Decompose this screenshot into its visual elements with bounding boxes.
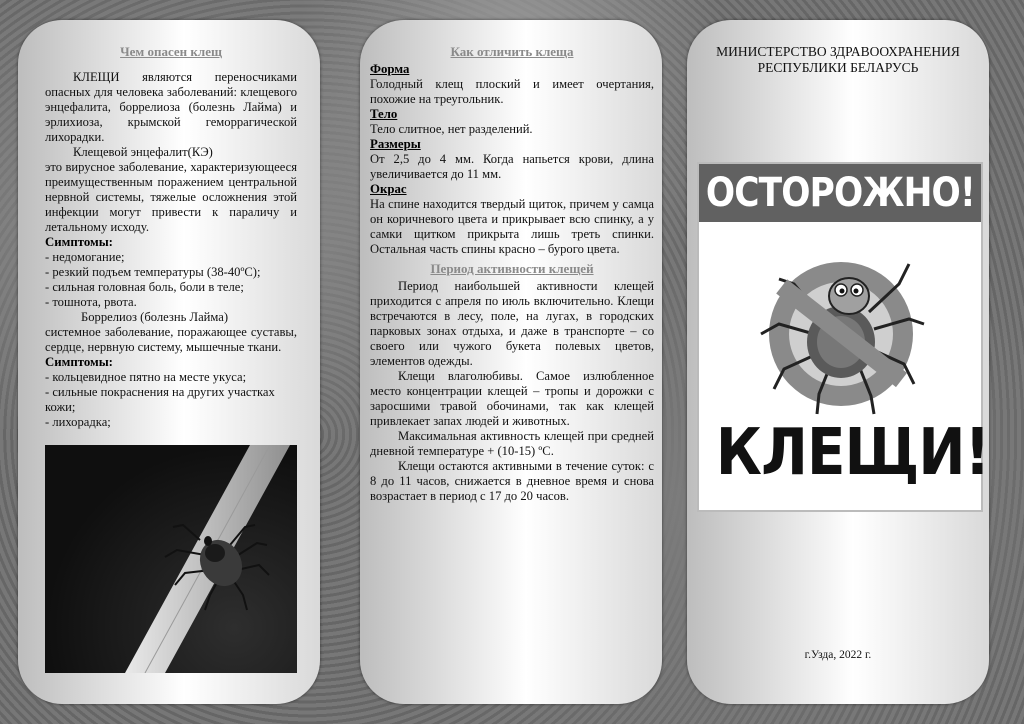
symptom-item: - сильная головная боль, боли в теле; xyxy=(45,280,244,294)
symptom-item: - резкий подъем температуры (38-40ºС); xyxy=(45,265,261,279)
period-title: Период активности клещей xyxy=(430,261,594,276)
symptoms2-title: Симптомы: xyxy=(45,355,113,369)
panel-danger xyxy=(18,20,320,704)
symptom-item: - кольцевидное пятно на месте укуса; xyxy=(45,370,247,384)
forma-text: Голодный клещ плоский и имеет очертания, похожие на треугольник. xyxy=(370,77,654,106)
warning-band xyxy=(699,164,981,222)
warning-poster xyxy=(697,162,989,512)
symptom-item: - недомогание; xyxy=(45,250,125,264)
symptom-item: - сильные покраснения на других участках кожи; xyxy=(45,385,275,414)
okras-text: На спине находится твердый щиток, причем у самца он коричневого цвета и прикрывает всю спинку, а у самки щитком прикрыта лишь треть спинки. Остальная часть спины красно – бурого цвета. xyxy=(370,197,654,256)
symptoms1-title: Симптомы: xyxy=(45,235,113,249)
ministry-title: МИНИСТЕРСТВО ЗДРАВООХРАНЕНИЯ РЕСПУБЛИКИ БЕЛАРУСЬ xyxy=(716,44,960,75)
warning-top-text: ОСТОРОЖНО! xyxy=(705,170,975,216)
period-p2: Клещи влаголюбивы. Самое излюбленное место концентрации клещей – тропы и дорожки с заросшими травой обочинами, так как клещей привлекает запах людей и животных. xyxy=(370,369,654,428)
razm-text: От 2,5 до 4 мм. Когда напьется крови, длина увеличивается до 11 мм. xyxy=(370,152,654,181)
period-p1: Период наибольшей активности клещей приходится с апреля по июль включительно. Клещи встречаются в лесу, поле, на лугах, в городских парковых зонах отдыха, и даже в транспорте – со своего или чужого букета полевых цветов, элементов одежды. xyxy=(370,279,654,368)
tick-on-grass-icon xyxy=(45,445,297,673)
intro-paragraph: КЛЕЩИ являются переносчиками опасных для человека заболеваний: клещевого энцефалита, боррелиоза (болезнь Лайма) и эрлихиоза, крымской геморрагической лихорадки. xyxy=(45,70,297,144)
borr-text: системное заболевание, поражающее суставы, сердце, нервную систему, мышечные ткани. xyxy=(45,325,297,354)
ke-title: Клещевой энцефалит(КЭ) xyxy=(73,145,213,159)
symptom-item: - лихорадка; xyxy=(45,415,111,429)
forma-heading: Форма xyxy=(370,62,410,76)
period-p4: Клещи остаются активными в течение суток: с 8 до 11 часов, снижается в дневное время и снова возрастает в период с 17 до 20 часов. xyxy=(370,459,654,503)
footer-city-year: г.Узда, 2022 г. xyxy=(804,649,872,661)
ke-text: это вирусное заболевание, характеризующееся преимущественным поражением центральной нервной системы, тяжелые осложнения этой инфекции могут привести к параличу и летальному исходу. xyxy=(45,160,297,234)
telo-heading: Тело xyxy=(370,107,398,121)
panel-cover xyxy=(687,20,989,704)
symptom-item: - тошнота, рвота. xyxy=(45,295,137,309)
warning-bottom-text: КЛЕЩИ! xyxy=(715,416,989,490)
panel1-title: Чем опасен клещ xyxy=(120,44,222,59)
okras-heading: Окрас xyxy=(370,182,407,196)
no-tick-icon xyxy=(699,224,981,424)
telo-text: Тело слитное, нет разделений. xyxy=(370,122,533,136)
panel2-title: Как отличить клеща xyxy=(450,44,574,59)
panel-identify xyxy=(360,20,662,704)
borr-title: Боррелиоз (болезнь Лайма) xyxy=(81,310,229,324)
period-p3: Максимальная активность клещей при средней дневной температуре + (10-15) ºС. xyxy=(370,429,654,458)
razm-heading: Размеры xyxy=(370,137,421,151)
tick-photo xyxy=(45,445,297,673)
